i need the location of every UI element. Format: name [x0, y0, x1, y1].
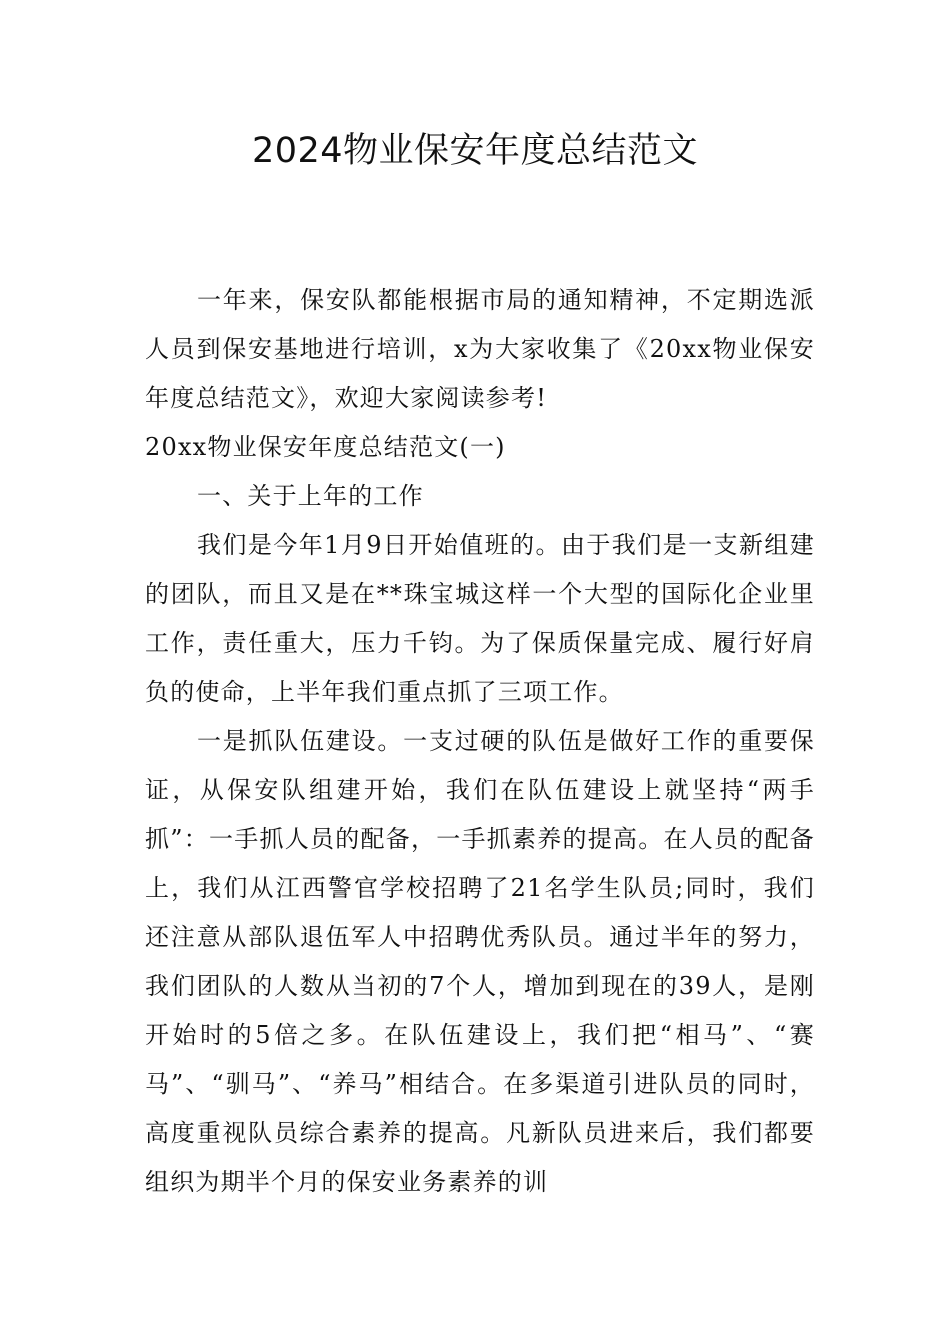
subsection-heading: 一、关于上年的工作 — [197, 482, 424, 510]
document-title: 2024物业保安年度总结范文 — [251, 131, 699, 171]
paragraph-work-start: 我们是今年1月9日开始值班的。由于我们是一支新组建的团队，而且又是在**珠宝城这样一个大型的国际化企业里工作，责任重大，压力千钧。为了保质保量完成、履行好肩负的使命，上半年我们重点抓了三项工作。 — [145, 531, 815, 706]
section-heading: 20xx物业保安年度总结范文(一) — [145, 433, 506, 461]
paragraph-intro: 一年来，保安队都能根据市局的通知精神，不定期选派人员到保安基地进行培训，x为大家收集了《20xx物业保安年度总结范文》，欢迎大家阅读参考! — [145, 286, 815, 412]
paragraph-team-building: 一是抓队伍建设。一支过硬的队伍是做好工作的重要保证，从保安队组建开始，我们在队伍建设上就坚持“两手抓”：一手抓人员的配备，一手抓素养的提高。在人员的配备上，我们从江西警官学校招聘了21名学生队员;同时，我们还注意从部队退伍军人中招聘优秀队员。通过半年的努力，我们团队的人数从当初的7个人，增加到现在的39人，是刚开始时的5倍之多。在队伍建设上，我们把“相马”、“赛马”、“驯马”、“养马”相结合。在多渠道引进队员的同时，高度重视队员综合素养的提高。凡新队员进来后，我们都要组织为期半个月的保安业务素养的训 — [145, 727, 815, 1196]
document-body — [145, 276, 815, 1207]
